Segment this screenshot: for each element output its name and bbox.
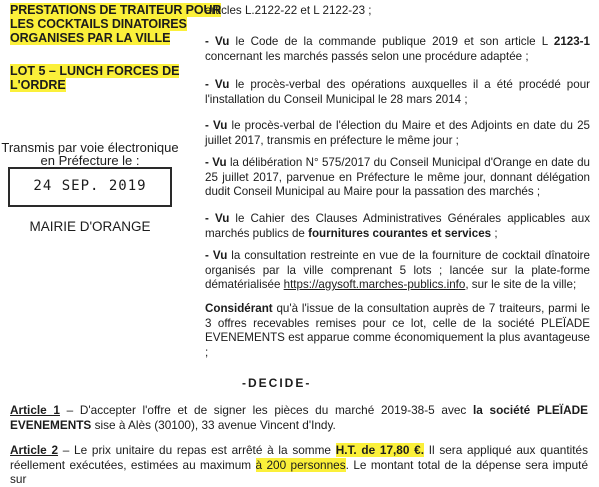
article-text: . Le montant total de la dépense sera imputé sur <box>10 457 589 486</box>
para-text: , sur le site de la ville; <box>465 278 577 292</box>
vu-label: - Vu <box>205 119 228 132</box>
title-line: PRESTATIONS DE TRAITEUR POUR <box>10 3 222 17</box>
para-text: la délibération N° 575/2017 du Conseil Municipal d'Orange en date du 25 juillet 2017, parvenue en Préfecture le même jour, donnant délégation dudit Conseil Municipal au Maire pour la passation des marchés ; <box>205 156 591 199</box>
para-deliberation <box>205 156 590 200</box>
article-text: – D'accepter l'offre et de signer les pièces du marché 2019-38-5 avec <box>59 403 474 417</box>
para-consultation <box>205 249 590 293</box>
vu-label: - Vu <box>205 156 227 169</box>
vu-label: - Vu <box>205 35 230 48</box>
article-label: Article 2 <box>10 443 59 457</box>
ccag-scope: fournitures courantes et services <box>308 226 492 240</box>
para-text: le Cahier des Clauses Administratives Générales applicables aux marchés publics de <box>205 212 590 240</box>
para-text: le Code de la commande publique 2019 et son article L <box>229 35 554 48</box>
para-pv-election <box>205 119 590 148</box>
para-text: ; <box>491 226 498 240</box>
para-considerant <box>205 302 590 360</box>
vu-label: - Vu <box>205 249 228 262</box>
title-line: LES COCKTAILS DINATOIRES <box>10 17 187 31</box>
vu-label: - Vu <box>205 78 230 91</box>
para-text: concernant les marchés passés selon une procédure adaptée ; <box>205 49 529 63</box>
lot-title <box>10 64 200 92</box>
lot-line: LOT 5 – LUNCH FORCES DE <box>10 64 180 78</box>
prefecture-stamp <box>0 141 180 167</box>
para-articles: articles L.2122-22 et L 2122-23 ; <box>205 4 372 17</box>
unit-price: H.T. de 17,80 €. <box>335 443 424 457</box>
lot-line: L'ORDRE <box>10 78 66 92</box>
company-name: la société PLEÏADE EVENEMENTS <box>10 403 588 432</box>
stamp-line-2: en Préfecture le : <box>40 153 140 168</box>
decide-heading: -DECIDE- <box>242 376 312 390</box>
para-ccag <box>205 212 590 241</box>
article-text: sise à Alès (30100), 33 avenue Vincent d'Indy. <box>91 417 336 432</box>
title-line: ORGANISES PAR LA VILLE <box>10 31 171 45</box>
para-text: le procès-verbal des opérations auxquelles il a été procédé pour l'installation du Conseil Municipal le 28 mars 2014 ; <box>205 78 591 106</box>
vu-label: - Vu <box>205 212 230 225</box>
considerant-label: Considérant <box>205 302 273 315</box>
para-text: le procès-verbal de l'élection du Maire et des Adjoints en date du 25 juillet 2017, transmis en préfecture le même jour ; <box>205 119 590 147</box>
para-text: qu'à l'issue de la consultation auprès de 7 traiteurs, parmi le 3 offres recevables remises pour ce lot, celle de la société PLEÏADE EVENEMENTS est apparue comme économiquement la plus avantageuse ; <box>205 302 590 359</box>
para-pv-installation <box>205 78 590 107</box>
para-code-commande <box>205 35 590 64</box>
article-text: Il sera appliqué aux quantités réellement exécutées, estimées au maximum <box>10 443 588 472</box>
article-1 <box>10 403 588 432</box>
max-persons: à 200 personnes <box>255 457 346 472</box>
stamp-mairie: MAIRIE D'ORANGE <box>29 219 151 234</box>
para-text: la consultation restreinte en vue de la fourniture de cocktail dînatoire organisés par la ville comprenant 5 lots ; lancée sur la plate-forme dématérialisée <box>205 249 590 292</box>
stamp-date: 24 SEP. 2019 <box>33 178 147 194</box>
stamp-line-1: Transmis par voie électronique <box>1 140 179 155</box>
article-text: – Le prix unitaire du repas est arrêté à la somme <box>58 443 336 457</box>
article-label: Article 1 <box>10 403 60 417</box>
article-2 <box>10 443 588 487</box>
article-ref: 2123-1 <box>553 35 590 48</box>
platform-link[interactable]: https://agysoft.marches-publics.info <box>283 278 466 292</box>
